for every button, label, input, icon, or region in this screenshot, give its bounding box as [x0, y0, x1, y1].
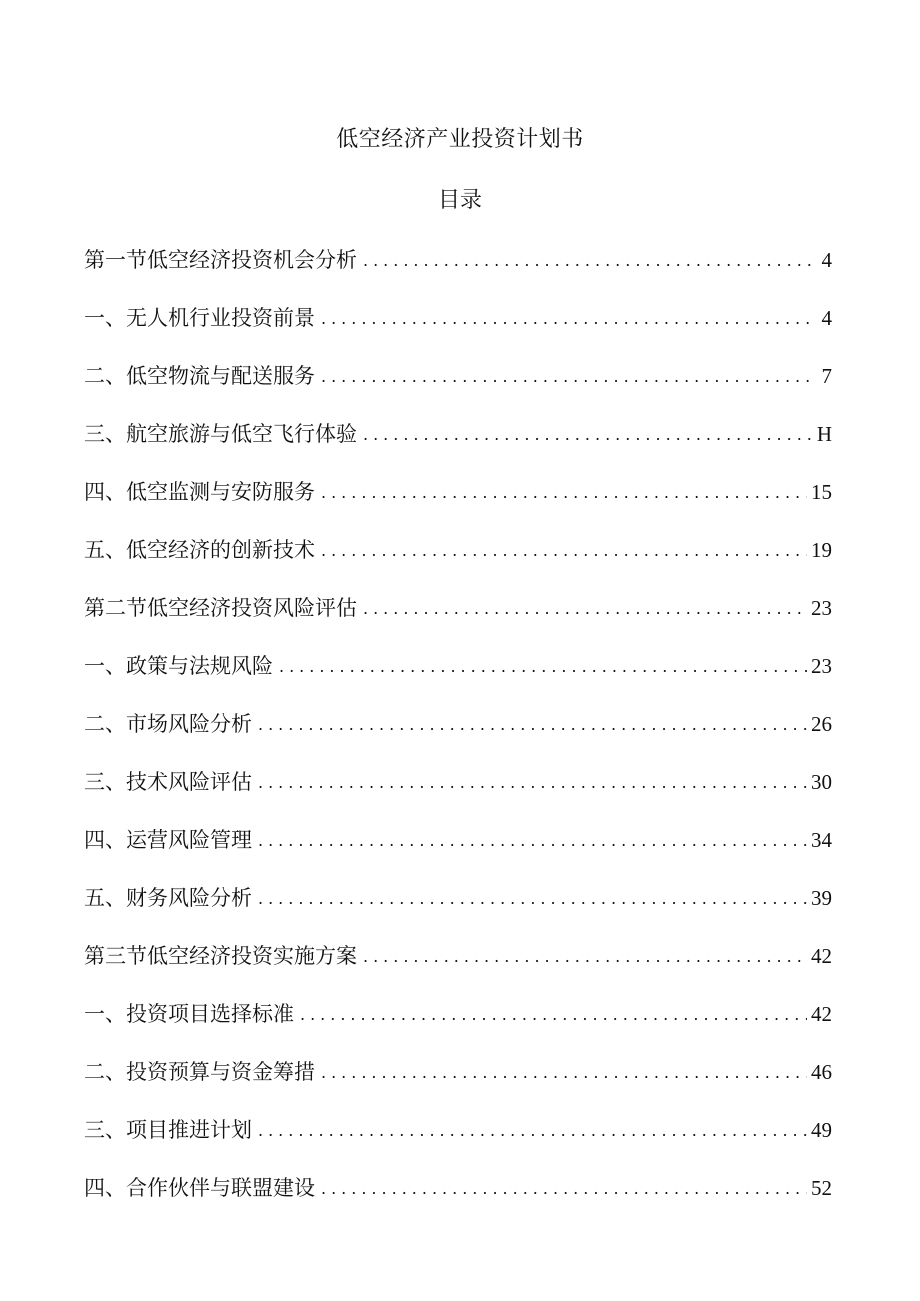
toc-entry-label: 三、航空旅游与低空飞行体验 — [84, 422, 357, 446]
toc-page-number: 23 — [811, 596, 832, 620]
document-title: 低空经济产业投资计划书 — [336, 127, 584, 152]
toc-entry-label: 三、项目推进计划 — [84, 1118, 252, 1142]
toc-entry-label: 第三节低空经济投资实施方案 — [84, 944, 357, 968]
toc-entry-label: 三、技术风险评估 — [84, 770, 252, 794]
toc-page-number: 4 — [821, 248, 832, 272]
toc-page-number: 19 — [811, 538, 832, 562]
toc-dot-leader — [321, 1053, 807, 1093]
toc-entry[interactable] — [84, 1110, 832, 1168]
toc-entry-label: 二、市场风险分析 — [84, 712, 252, 736]
toc-entry[interactable] — [84, 762, 832, 820]
toc-entry[interactable] — [84, 298, 832, 356]
toc-page-number: 23 — [811, 654, 832, 678]
toc-entry-label: 一、投资项目选择标准 — [84, 1002, 294, 1026]
toc-dot-leader — [258, 1111, 807, 1151]
toc-entry-label: 二、低空物流与配送服务 — [84, 364, 315, 388]
toc-entry-label: 第二节低空经济投资风险评估 — [84, 596, 357, 620]
toc-entry-label: 四、合作伙伴与联盟建设 — [84, 1176, 315, 1200]
toc-dot-leader — [321, 473, 807, 513]
toc-page-number: 46 — [811, 1060, 832, 1084]
toc-entry[interactable] — [84, 1052, 832, 1110]
toc-dot-leader — [258, 821, 807, 861]
toc-heading: 目录 — [437, 188, 482, 213]
toc-entry[interactable] — [84, 994, 832, 1052]
toc-entry[interactable] — [84, 1168, 832, 1226]
toc-dot-leader — [321, 299, 816, 339]
toc-entry-label: 一、无人机行业投资前景 — [84, 306, 315, 330]
toc-page-number: 34 — [811, 828, 832, 852]
toc-entry[interactable] — [84, 878, 832, 936]
toc-page-number: 30 — [811, 770, 832, 794]
toc-dot-leader — [363, 415, 813, 455]
toc-entry-section-3[interactable] — [84, 936, 832, 994]
toc-entry[interactable] — [84, 472, 832, 530]
toc-entry-section-1[interactable] — [84, 240, 832, 298]
toc-dot-leader — [279, 647, 807, 687]
toc-page-number: H — [816, 422, 832, 446]
table-of-contents — [84, 240, 832, 1226]
toc-page-number: 7 — [821, 364, 832, 388]
toc-entry-label: 四、低空监测与安防服务 — [84, 480, 315, 504]
toc-dot-leader — [363, 589, 807, 629]
toc-dot-leader — [321, 357, 816, 397]
toc-entry[interactable] — [84, 414, 832, 472]
toc-page-number: 15 — [811, 480, 832, 504]
toc-entry-label: 五、低空经济的创新技术 — [84, 538, 315, 562]
toc-page-number: 42 — [811, 944, 832, 968]
toc-dot-leader — [321, 1169, 807, 1209]
toc-page-number: 52 — [811, 1176, 832, 1200]
toc-entry-label: 二、投资预算与资金筹措 — [84, 1060, 315, 1084]
toc-entry-section-2[interactable] — [84, 588, 832, 646]
toc-entry-label: 第一节低空经济投资机会分析 — [84, 248, 357, 272]
toc-dot-leader — [363, 937, 807, 977]
toc-entry[interactable] — [84, 704, 832, 762]
toc-dot-leader — [258, 763, 807, 803]
toc-entry-label: 一、政策与法规风险 — [84, 654, 273, 678]
toc-entry-label: 四、运营风险管理 — [84, 828, 252, 852]
toc-page-number: 39 — [811, 886, 832, 910]
toc-page-number: 49 — [811, 1118, 832, 1142]
toc-dot-leader — [321, 531, 807, 571]
toc-page-number: 26 — [811, 712, 832, 736]
toc-page-number: 4 — [821, 306, 832, 330]
toc-dot-leader — [300, 995, 807, 1035]
toc-page-number: 42 — [811, 1002, 832, 1026]
toc-entry-label: 五、财务风险分析 — [84, 886, 252, 910]
toc-entry[interactable] — [84, 820, 832, 878]
toc-dot-leader — [258, 879, 807, 919]
toc-dot-leader — [363, 241, 816, 281]
toc-entry[interactable] — [84, 356, 832, 414]
toc-entry[interactable] — [84, 646, 832, 704]
toc-entry[interactable] — [84, 530, 832, 588]
toc-dot-leader — [258, 705, 807, 745]
